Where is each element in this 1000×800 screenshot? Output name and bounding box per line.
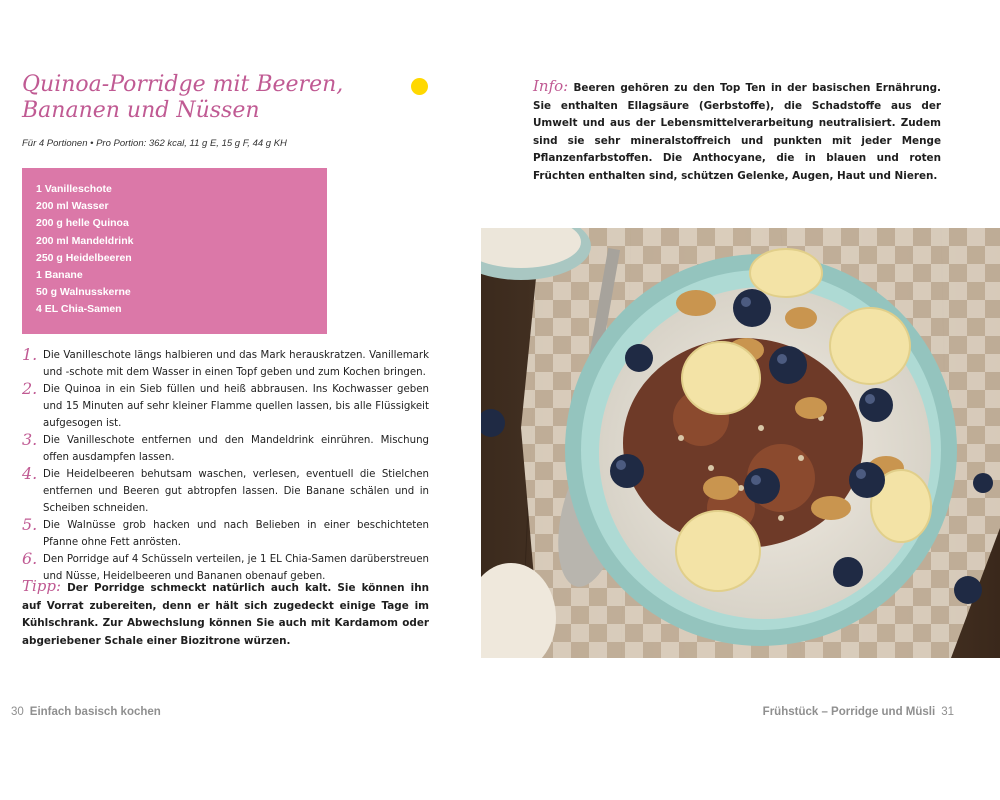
step-item: [22, 466, 429, 517]
step-number: 4.: [22, 464, 38, 483]
footer-right: [763, 706, 960, 718]
step-item: [22, 381, 429, 432]
ingredient-item: 50 g Walnusskerne: [36, 286, 131, 299]
step-number: 6.: [22, 549, 38, 568]
chapter-title-footer: Frühstück – Porridge und Müsli: [762, 706, 936, 718]
ingredient-item: 1 Vanilleschote: [36, 183, 112, 195]
step-number: 3.: [22, 430, 38, 449]
step-text: Die Quinoa in ein Sieb füllen und heiß abbrausen. Ins Kochwasser geben und 15 Minuten auf sehr kleiner Flamme quellen lassen, bis alle Flüssigkeit aufgesogen ist.: [43, 384, 429, 429]
step-item: [22, 432, 429, 466]
step-item: [22, 347, 429, 381]
step-item: [22, 517, 429, 551]
ingredient-item: 1 Banane: [36, 269, 83, 282]
steps-list: [22, 347, 429, 585]
step-number: 1.: [22, 345, 38, 364]
tip-label: Tipp:: [22, 577, 62, 595]
page-number-left: 30: [11, 706, 24, 718]
step-text: Den Porridge auf 4 Schüsseln verteilen, je 1 EL Chia-Samen darüberstreuen und Nüsse, Heidelbeeren und Bananen obenauf geben.: [43, 554, 429, 582]
porridge-bowl-illustration: [481, 228, 1000, 658]
ingredient-item: 200 g helle Quinoa: [36, 217, 129, 230]
step-number: 2.: [22, 379, 38, 398]
tip-paragraph: [22, 578, 429, 650]
info-label: Info:: [533, 77, 569, 95]
portion-info: Für 4 Portionen • Pro Portion: 362 kcal, 11 g E, 15 g F, 44 g KH: [22, 138, 287, 149]
recipe-title: Quinoa-Porridge mit Beeren, Bananen und Nüssen: [22, 72, 344, 123]
ingredients-box: [22, 168, 327, 334]
page-number-right: 31: [941, 706, 954, 718]
porridge-photo: [481, 228, 1000, 658]
step-text: Die Heidelbeeren behutsam waschen, verlesen, eventuell die Stielchen entfernen und Beeren gut abtropfen lassen. Die Banane schälen und in Scheiben schneiden.: [43, 469, 429, 514]
ingredient-item: 200 ml Mandeldrink: [36, 234, 134, 247]
ingredient-item: 200 ml Wasser: [36, 200, 109, 213]
step-text: Die Vanilleschote längs halbieren und das Mark herauskratzen. Vanillemark und -schote mit dem Wasser in einen Topf geben und zum Kochen bringen.: [43, 350, 429, 378]
tip-text: Der Porridge schmeckt natürlich auch kalt. Sie können ihn auf Vorrat zubereiten, denn er hält sich zugedeckt einige Tage im Kühlschrank. Zur Abwechslung können Sie auch mit Kardamom oder abgeriebener Schale einer Biozitrone würzen.: [22, 582, 429, 647]
step-number: 5.: [22, 515, 38, 534]
ingredient-item: 250 g Heidelbeeren: [36, 251, 132, 264]
ingredients-list: [22, 168, 327, 319]
step-text: Die Vanilleschote entfernen und den Mandeldrink einrühren. Mischung offen ausdampfen lassen.: [43, 435, 429, 463]
info-text: Beeren gehören zu den Top Ten in der basischen Ernährung. Sie enthalten Ellagsäure (Gerbstoffe), die Schadstoffe aus der Umwelt und aus der Lebensmittelverarbeitung neutralisiert. Zudem sind sie sehr mineralstoffreich und punkten mit jeder Menge Pflanzenfarbstoffen. Die Anthocyane, die in blauen und roten Früchten enthalten sind, schützen Gelenke, Augen, Haut und Nieren.: [533, 82, 941, 182]
step-text: Die Walnüsse grob hacken und nach Belieben in einer beschichteten Pfanne ohne Fett anrösten.: [43, 520, 429, 548]
ingredient-item: 4 EL Chia-Samen: [36, 303, 122, 316]
footer-left: [5, 706, 161, 718]
info-paragraph: [533, 78, 941, 185]
yellow-dot-icon: [411, 78, 428, 95]
book-title-footer: Einfach basisch kochen: [29, 706, 161, 718]
